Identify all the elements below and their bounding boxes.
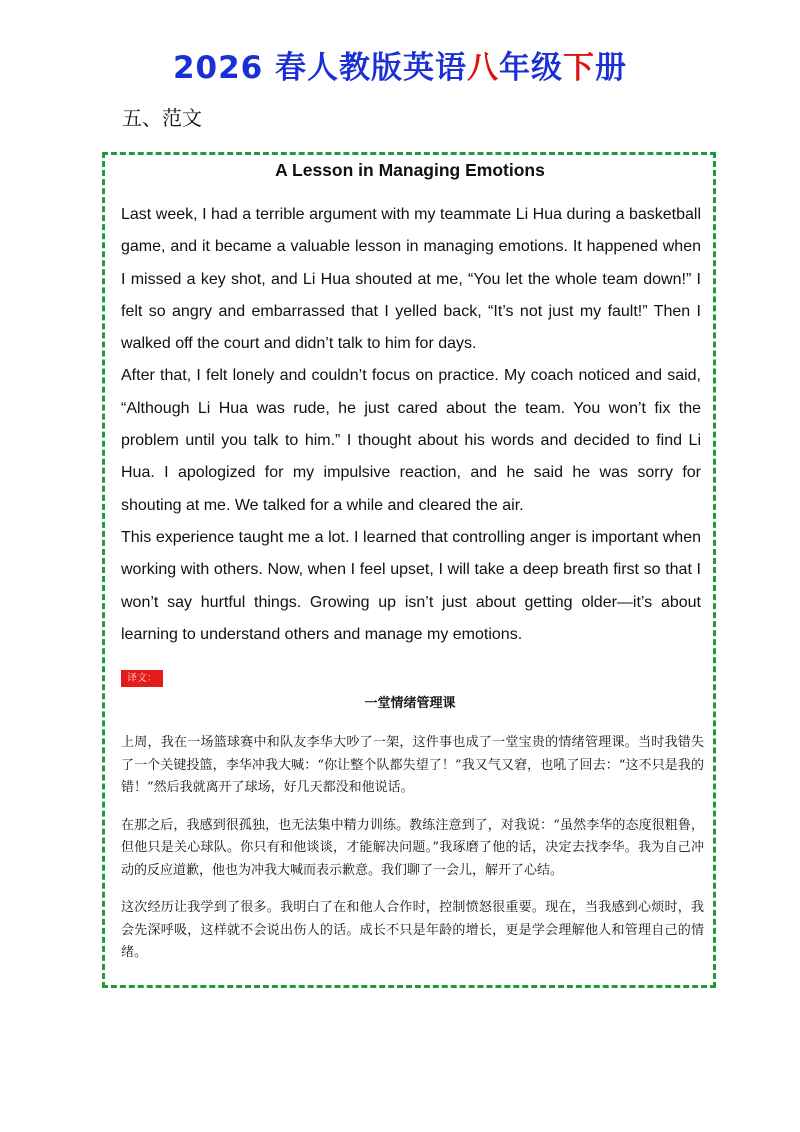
translation-paragraph: 这次经历让我学到了很多。我明白了在和他人合作时，控制愤怒很重要。现在，当我感到心烦时，我会先深呼吸，这样就不会说出伤人的话。成长不只是年龄的增长，更是学会理解他人和管理自己的情绪。 [121,900,704,960]
header-part: 八 [467,50,500,86]
essay-paragraph: After that, I felt lonely and couldn’t focus on practice. My coach noticed and said, “Although Li Hua was rude, he just cared about the team. You won’t fix the problem until you talk to him.” I thought about his words and decided to find Li Hua. I apologized for my impulsive reaction, and he said he was sorry for shouting at me. We talked for a while and cleared the air. [121,367,701,514]
translation-paragraph: 上周，我在一场篮球赛中和队友李华大吵了一架，这件事也成了一堂宝贵的情绪管理课。当时我错失了一个关键投篮，李华冲我大喊：“你让整个队都失望了！”我又气又窘，也吼了回去：“这不只是我的错！”然后我就离开了球场，好几天都没和他说话。 [121,735,704,795]
translation-body [121,732,704,980]
essay-paragraph: Last week, I had a terrible argument with my teammate Li Hua during a basketball game, and it became a valuable lesson in managing emotions. It happened when I missed a key shot, and Li Hua shouted at me, “You let the whole team down!” I felt so angry and embarrassed that I yelled back, “It’s not just my fault!” Then I walked off the court and didn’t talk to him for days. [121,206,701,353]
essay-paragraph: This experience taught me a lot. I learned that controlling anger is important when working with others. Now, when I feel upset, I will take a deep breath first so that I won’t say hurtful things. Growing up isn’t just about getting older—it’s about learning to understand others and manage my emotions. [121,528,701,643]
section-heading: 五、范文 [122,106,202,130]
essay-body [121,199,701,651]
header-part: 下 [563,50,596,86]
translation-tag: 译文： [121,670,163,687]
header-part: 册 [595,50,628,86]
translation-title: 一堂情绪管理课 [364,696,456,711]
header-part: 英语 [403,50,468,86]
header-part: 2026 春人教版 [172,50,404,86]
header-part: 年级 [499,50,564,86]
translation-paragraph: 在那之后，我感到很孤独，也无法集中精力训练。教练注意到了，对我说：“虽然李华的态度很粗鲁，但他只是关心球队。你只有和他谈谈，才能解决问题。”我琢磨了他的话，决定去找李华。我为自己冲动的反应道歉，他也为冲我大喊而表示歉意。我们聊了一会儿，解开了心结。 [121,817,704,878]
page-header [0,42,800,87]
essay-title: A Lesson in Managing Emotions [275,160,545,180]
